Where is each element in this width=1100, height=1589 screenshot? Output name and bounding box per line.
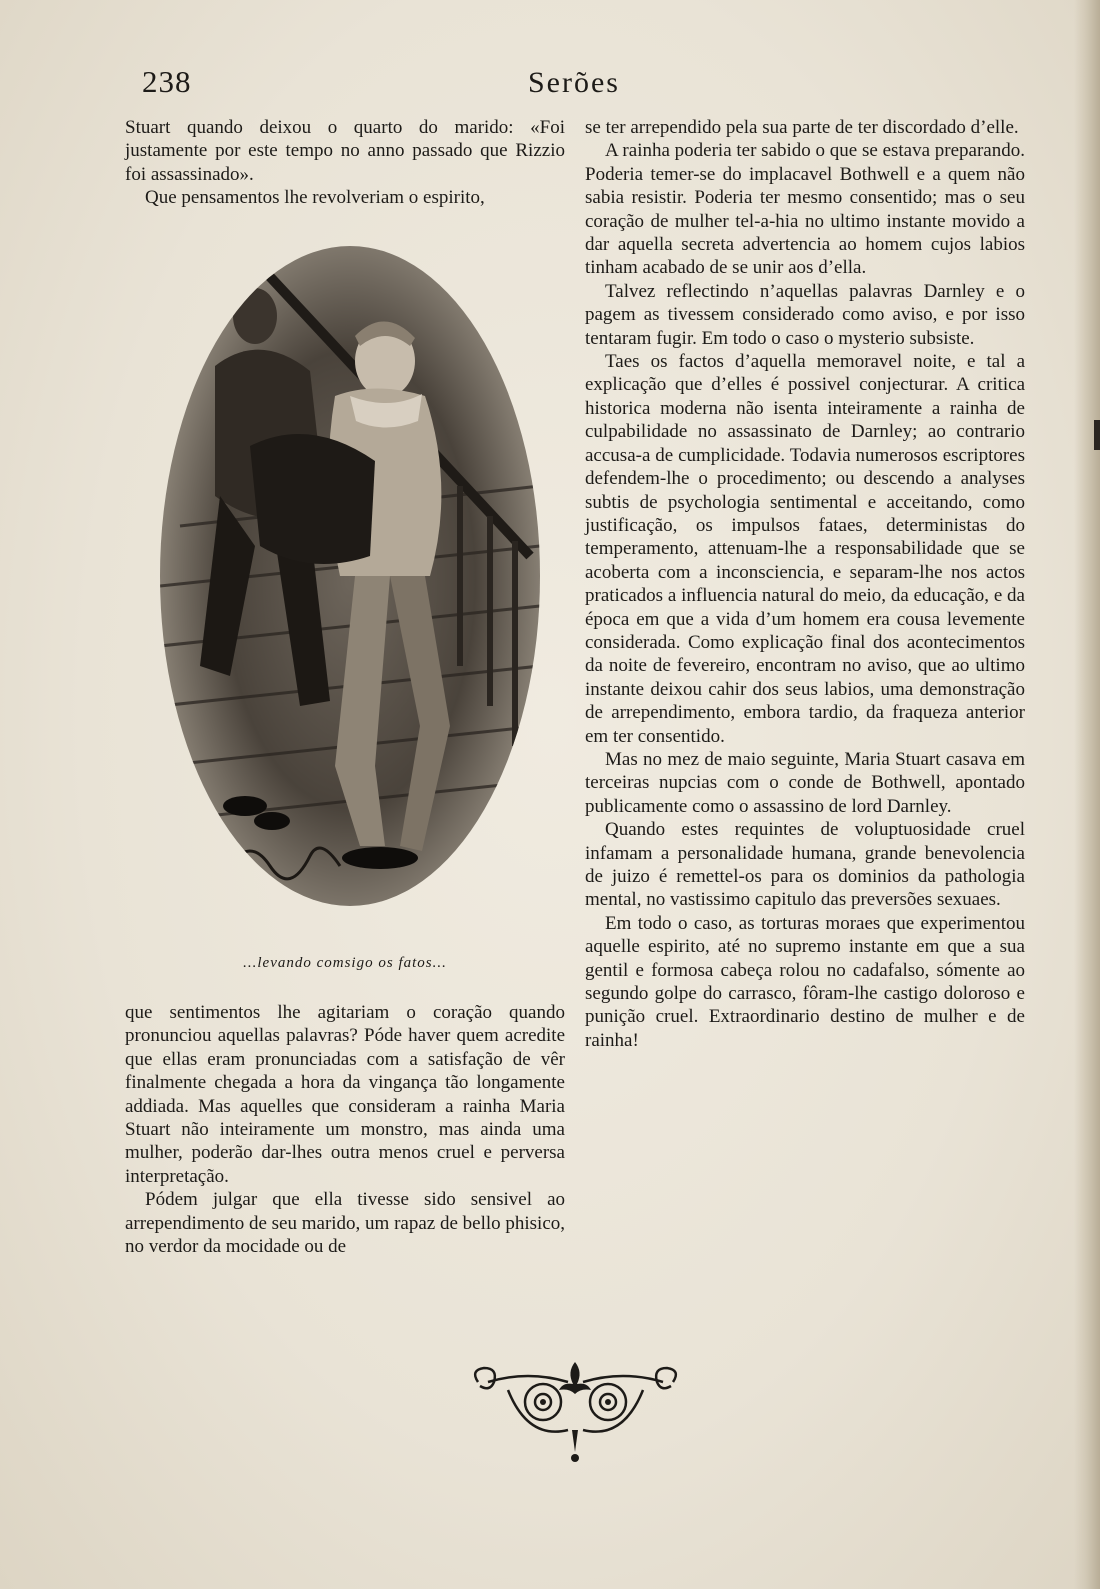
paragraph: A rainha poderia ter sabido o que se estava preparando. Poderia temer-se do implacavel Bothwell e a quem não sabia resistir. Poderia ter mesmo consentido; mas o seu coração de mulher tel-a-hia no ultimo instante movido a dar aquella secreta advertencia ao homem cujos labios tinham acabado de se unir aos d’ella. (585, 140, 1025, 279)
illustration-staircase (160, 246, 540, 941)
paragraph: Pódem julgar que ella tivesse sido sensivel ao arrependimento de seu marido, um rapaz de bello phisico, no verdor da mocidade ou de (125, 1189, 566, 1258)
paragraph: Talvez reflectindo n’aquellas palavras Darnley e o pagem as tivessem considerado como aviso, e por isso tentaram fugir. Em todo o caso o mysterio subsiste. (585, 280, 1025, 349)
paragraph: Stuart quando deixou o quarto do marido: «Foi justamente por este tempo no anno passado que Rizzio foi assassinado». (125, 117, 565, 185)
paragraph: Taes os factos d’aquella memoravel noite, e tal a explicação que d’elles é possivel conjecturar. A critica historica moderna não isenta inteiramente a rainha de culpabilidade no assassinato de Darnley; ao contrario accusa-a de cumplicidade. Todavia numerosos escriptores defendem-lhe o procedimento; ou descendo a analyses subtis de psychologia sentimental e acceitando, como justificação, os impulsos fataes, deterministas do temperamento, attenuam-lhe a responsabilidade que se acoberta com a inconsciencia, e separam-lhe nos actos praticados a influencia natural do meio, da educação, e da época em que a vida d’um homem era cousa levemente considerada. Como explicação final dos acontecimentos da noite de fevereiro, encontram no aviso, que ao ultimo instante deixou cahir dos seus labios, uma demonstração de arrependimento, embora tardio, da fraqueza anterior em ter consentido. (585, 351, 1025, 747)
illustration-caption: ...levando comsigo os fatos... (243, 955, 447, 971)
running-head-title: Serões (528, 66, 620, 99)
right-column (585, 116, 1025, 1052)
paragraph: Que pensamentos lhe revolveriam o espirito, (145, 187, 485, 209)
paragraph: Em todo o caso, as torturas moraes que experimentou aquelle espirito, até no supremo instante em que a sua gentil e formosa cabeça rolou no cadafalso, sómente ao segundo golpe do carrasco, fôram-lhe castigo doloroso e punição cruel. Extraordinario destino de mulher e de rainha! (585, 912, 1025, 1051)
paragraph: que sentimentos lhe agitariam o coração quando pronunciou aquellas palavras? Póde haver quem acredite que ellas eram pronunciadas com a satisfação de vêr finalmente chegada a hora da vingança tão longamente addiada. Mas aquelles que consideram a rainha Maria Stuart não inteiramente um monstro, mas ainda uma mulher, poderão dar-lhes outra menos cruel e perversa interpretação. (125, 1002, 565, 1187)
left-column-bottom (125, 1001, 565, 1258)
page-edge-shadow (1074, 0, 1100, 1589)
paragraph: Mas no mez de maio seguinte, Maria Stuart casava em terceiras nupcias com o conde de Bothwell, apontado publicamente como o assassino de lord Darnley. (585, 748, 1025, 817)
page-number: 238 (142, 64, 192, 99)
binding-mark (1094, 420, 1100, 450)
left-column-top (125, 116, 565, 210)
decorative-ornament (468, 1360, 683, 1465)
paragraph: Quando estes requintes de voluptuosidade cruel infamam a personalidade humana, grande benevolencia de juizo é remettel-os para os dominios da pathologia mental, no vastissimo capitulo das preversões sexuaes. (585, 819, 1025, 911)
paragraph: se ter arrependido pela sua parte de ter discordado d’elle. (585, 117, 1019, 138)
